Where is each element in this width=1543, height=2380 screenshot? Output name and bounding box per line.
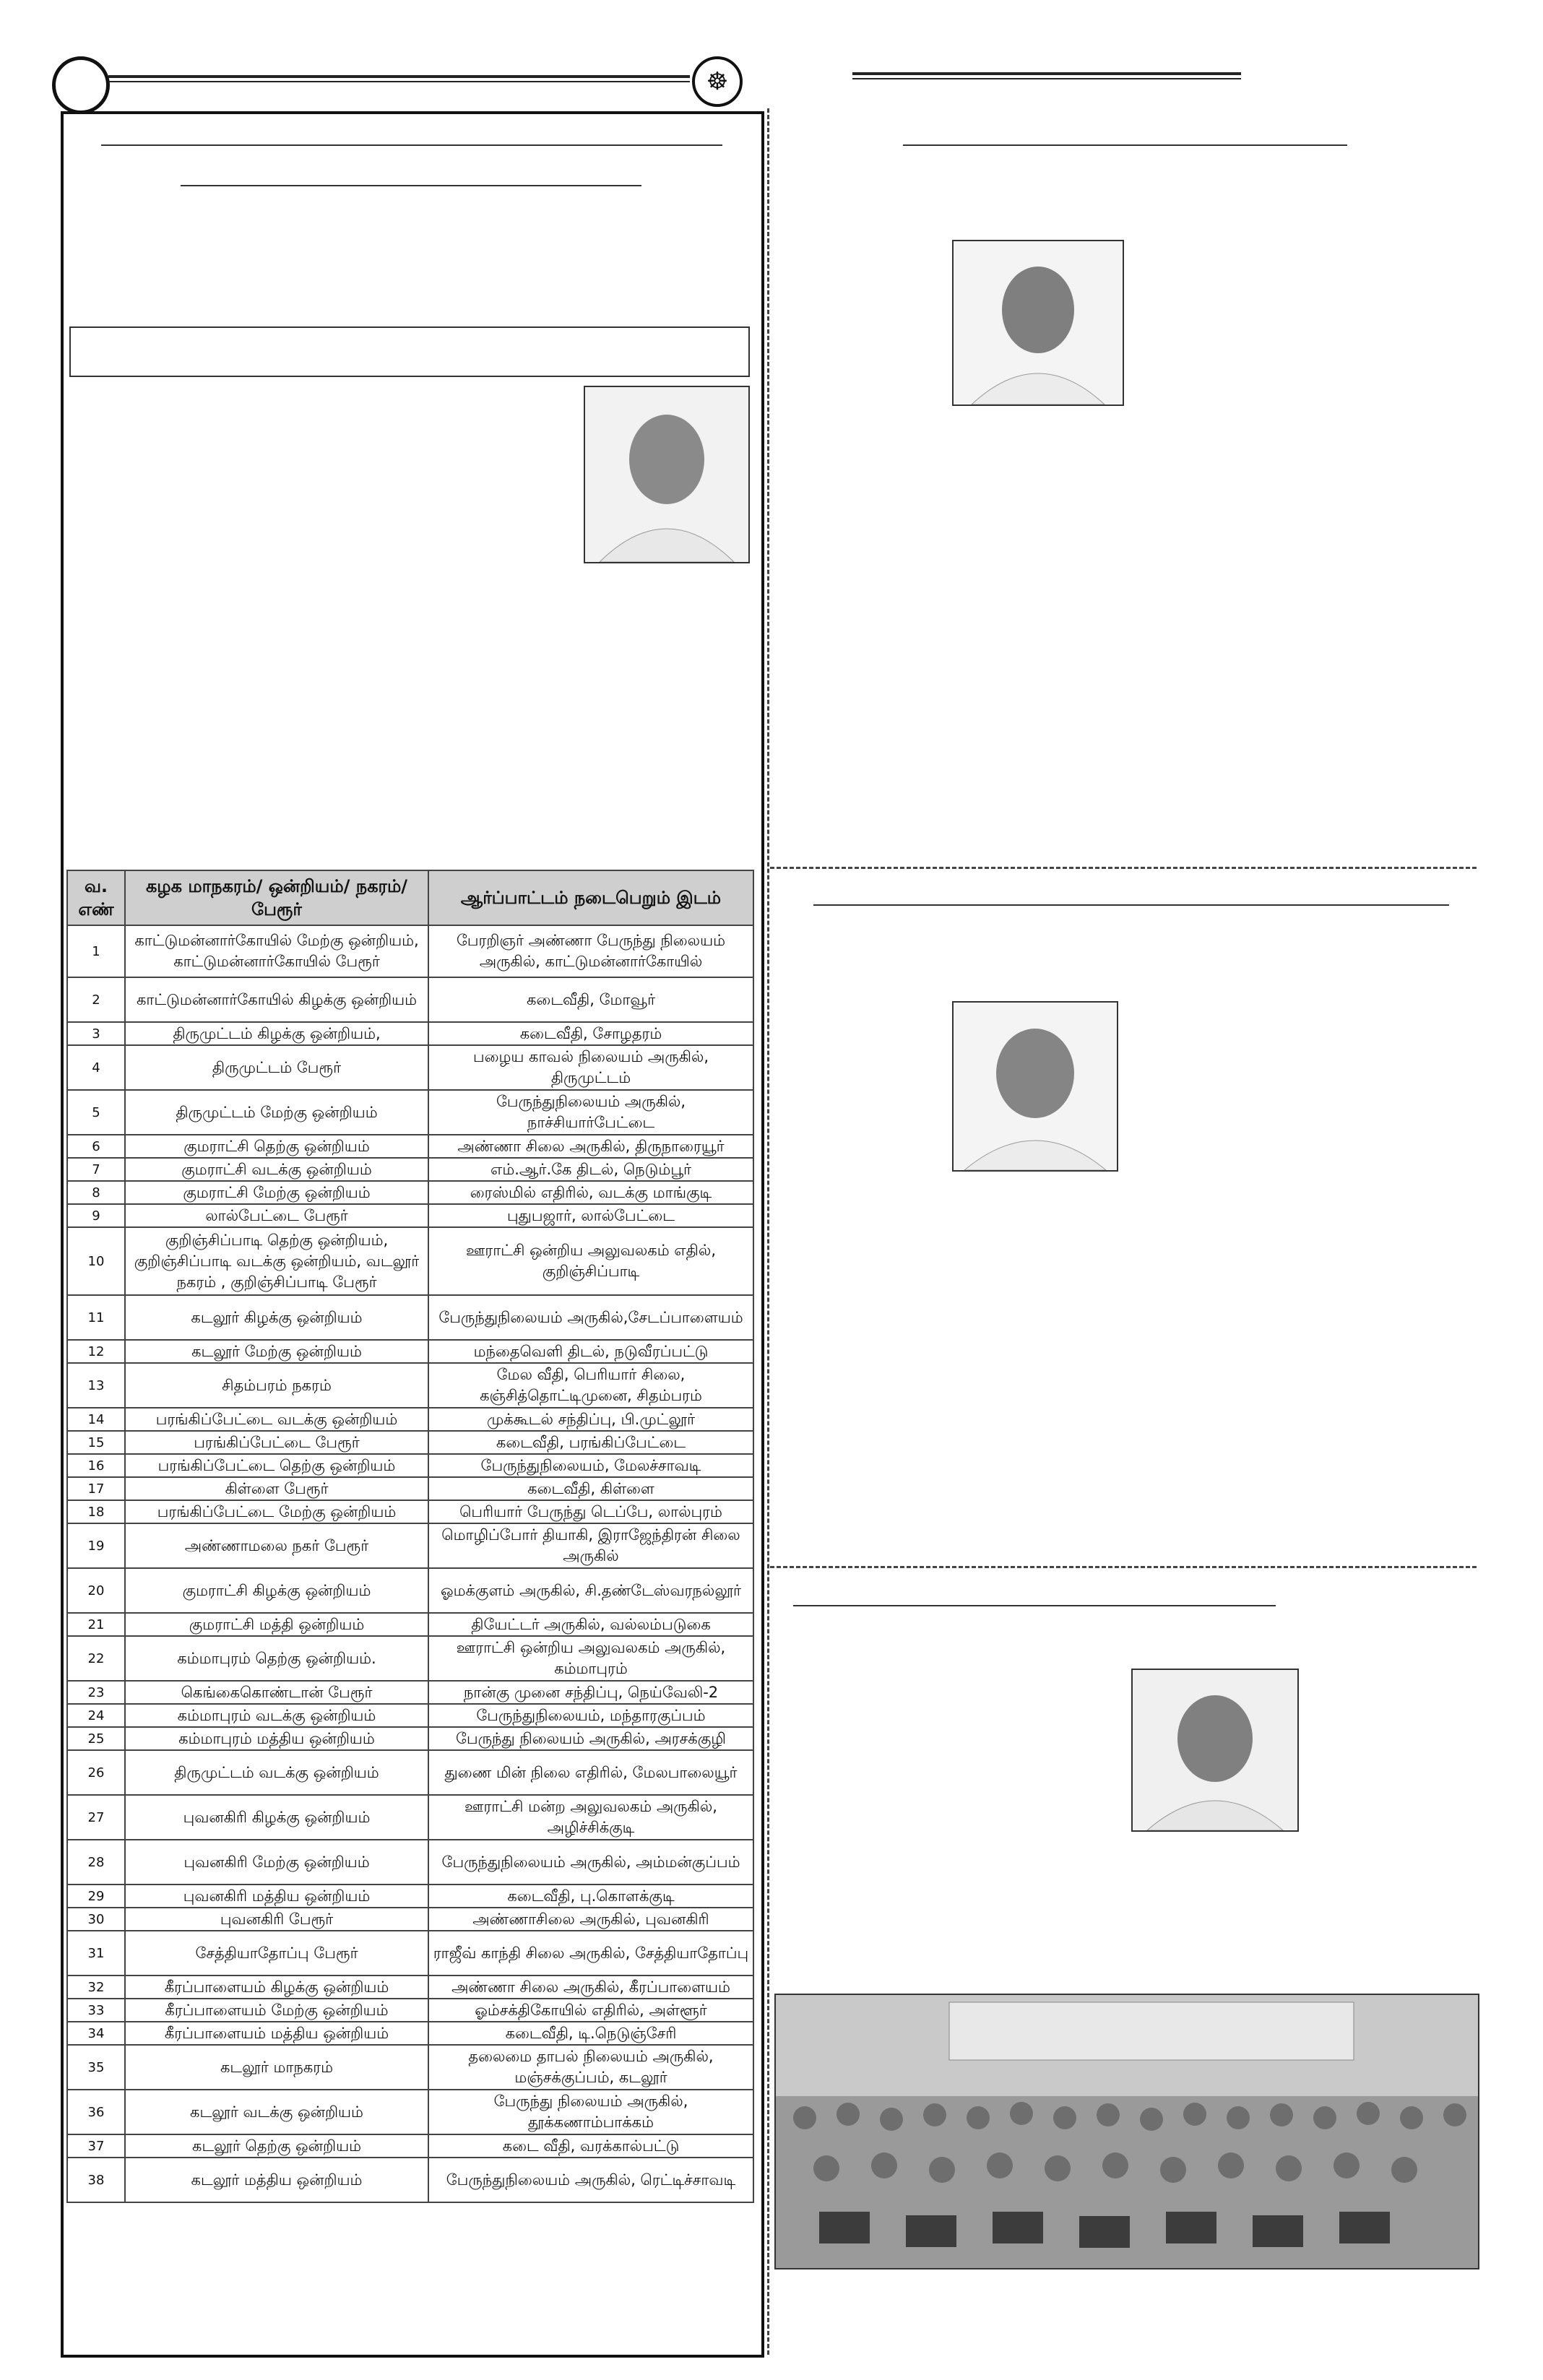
group-photo-laptop-distribution bbox=[774, 1994, 1479, 2269]
place-cell: புவனகிரி கிழக்கு ஒன்றியம் bbox=[125, 1795, 428, 1840]
table-row bbox=[67, 2134, 753, 2158]
place-cell: கெங்கைகொண்டான் பேரூர் bbox=[125, 1681, 428, 1704]
serial-number-cell: 11 bbox=[67, 1295, 125, 1340]
table-row bbox=[67, 1840, 753, 1884]
location-cell: மந்தைவெளி திடல், நடுவீரப்பட்டு bbox=[428, 1340, 753, 1363]
place-cell: கம்மாபுரம் தெற்கு ஒன்றியம். bbox=[125, 1636, 428, 1681]
place-cell: கடலூர் வடக்கு ஒன்றியம் bbox=[125, 2090, 428, 2134]
place-cell: காட்டுமன்னார்கோயில் மேற்கு ஒன்றியம், காட்டுமன்னார்கோயில் பேரூர் bbox=[125, 925, 428, 977]
table-row bbox=[67, 1681, 753, 1704]
table-row bbox=[67, 1454, 753, 1477]
table-row bbox=[67, 1523, 753, 1568]
location-cell: பேருந்துநிலையம் அருகில், அம்மன்குப்பம் bbox=[428, 1840, 753, 1884]
location-cell: கடைவீதி, மோவூர் bbox=[428, 977, 753, 1022]
serial-number-cell: 21 bbox=[67, 1613, 125, 1636]
serial-number-cell: 12 bbox=[67, 1340, 125, 1363]
location-cell: பேரறிஞர் அண்ணா பேருந்து நிலையம் அருகில், காட்டுமன்னார்கோயில் bbox=[428, 925, 753, 977]
place-cell: கடலூர் மேற்கு ஒன்றியம் bbox=[125, 1340, 428, 1363]
location-cell: நான்கு முனை சந்திப்பு, நெய்வேலி-2 bbox=[428, 1681, 753, 1704]
table-row bbox=[67, 925, 753, 977]
location-cell: துணை மின் நிலை எதிரில், மேலபாலையூர் bbox=[428, 1750, 753, 1795]
location-cell: தலைமை தாபல் நிலையம் அருகில், மஞ்சக்குப்பம், கடலூர் bbox=[428, 2045, 753, 2090]
portrait-photo-2 bbox=[952, 240, 1124, 406]
place-cell: பரங்கிப்பேட்டை வடக்கு ஒன்றியம் bbox=[125, 1408, 428, 1431]
table-row bbox=[67, 977, 753, 1022]
table-row bbox=[67, 2045, 753, 2090]
place-cell: கம்மாபுரம் வடக்கு ஒன்றியம் bbox=[125, 1704, 428, 1727]
table-row bbox=[67, 1999, 753, 2022]
serial-number-cell: 9 bbox=[67, 1204, 125, 1227]
portrait-photo-1 bbox=[584, 386, 750, 563]
table-row bbox=[67, 1431, 753, 1454]
right-headline-rule-3 bbox=[793, 1605, 1276, 1606]
place-cell: கடலூர் தெற்கு ஒன்றியம் bbox=[125, 2134, 428, 2158]
place-cell: பரங்கிப்பேட்டை தெற்கு ஒன்றியம் bbox=[125, 1454, 428, 1477]
location-cell: கடை வீதி, வரக்கால்பட்டு bbox=[428, 2134, 753, 2158]
serial-number-cell: 14 bbox=[67, 1408, 125, 1431]
serial-number-cell: 30 bbox=[67, 1908, 125, 1931]
table-row bbox=[67, 1227, 753, 1295]
location-cell: ஊராட்சி ஒன்றிய அலுவலகம் எதில், குறிஞ்சிப்பாடி bbox=[428, 1227, 753, 1295]
header-rule-thin bbox=[108, 81, 690, 82]
location-cell: புதுபஜார், லால்பேட்டை bbox=[428, 1204, 753, 1227]
serial-number-cell: 4 bbox=[67, 1045, 125, 1090]
header-location: ஆர்ப்பாட்டம் நடைபெறும் இடம் bbox=[428, 870, 753, 925]
table-row bbox=[67, 1408, 753, 1431]
table-row bbox=[67, 1613, 753, 1636]
location-cell: கடைவீதி, சோழதரம் bbox=[428, 1022, 753, 1045]
place-cell: சேத்தியாதோப்பு பேரூர் bbox=[125, 1931, 428, 1976]
header-rule bbox=[108, 75, 690, 78]
place-cell: சிதம்பரம் நகரம் bbox=[125, 1363, 428, 1408]
table-row bbox=[67, 1931, 753, 1976]
location-cell: கடைவீதி, பு.கொளக்குடி bbox=[428, 1884, 753, 1908]
headline-rule-1 bbox=[101, 144, 722, 146]
right-header-rule-thin bbox=[852, 78, 1241, 79]
location-cell: ஊராட்சி மன்ற அலுவலகம் அருகில், அழிச்சிக்குடி bbox=[428, 1795, 753, 1840]
table-row bbox=[67, 1795, 753, 1840]
table-row bbox=[67, 1568, 753, 1613]
location-cell: பேருந்து நிலையம் அருகில், அரசக்குழி bbox=[428, 1727, 753, 1750]
location-cell: பெரியார் பேருந்து டெப்பே, லால்புரம் bbox=[428, 1500, 753, 1523]
serial-number-cell: 38 bbox=[67, 2158, 125, 2202]
place-cell: கீரப்பாளையம் மத்திய ஒன்றியம் bbox=[125, 2022, 428, 2045]
serial-number-cell: 28 bbox=[67, 1840, 125, 1884]
location-cell: மேல வீதி, பெரியார் சிலை, கஞ்சித்தொட்டிமுனை, சிதம்பரம் bbox=[428, 1363, 753, 1408]
table-row bbox=[67, 1363, 753, 1408]
serial-number-cell: 35 bbox=[67, 2045, 125, 2090]
serial-number-cell: 23 bbox=[67, 1681, 125, 1704]
serial-number-cell: 15 bbox=[67, 1431, 125, 1454]
place-cell: அண்ணாமலை நகர் பேரூர் bbox=[125, 1523, 428, 1568]
location-cell: கடைவீதி, டி.நெடுஞ்சேரி bbox=[428, 2022, 753, 2045]
table-row bbox=[67, 1181, 753, 1204]
serial-number-cell: 10 bbox=[67, 1227, 125, 1295]
place-cell: கடலூர் மத்திய ஒன்றியம் bbox=[125, 2158, 428, 2202]
table-row bbox=[67, 1090, 753, 1135]
location-cell: ராஜீவ் காந்தி சிலை அருகில், சேத்தியாதோப்பு bbox=[428, 1931, 753, 1976]
location-cell: எம்.ஆர்.கே திடல், நெடும்பூர் bbox=[428, 1158, 753, 1181]
place-cell: கீரப்பாளையம் மேற்கு ஒன்றியம் bbox=[125, 1999, 428, 2022]
headline-rule-2 bbox=[181, 185, 641, 186]
place-cell: திருமுட்டம் மேற்கு ஒன்றியம் bbox=[125, 1090, 428, 1135]
place-cell: குமராட்சி மேற்கு ஒன்றியம் bbox=[125, 1181, 428, 1204]
table-row bbox=[67, 1045, 753, 1090]
serial-number-cell: 13 bbox=[67, 1363, 125, 1408]
place-cell: குமராட்சி வடக்கு ஒன்றியம் bbox=[125, 1158, 428, 1181]
place-cell: பரங்கிப்பேட்டை மேற்கு ஒன்றியம் bbox=[125, 1500, 428, 1523]
table-row bbox=[67, 1884, 753, 1908]
table-row bbox=[67, 1135, 753, 1158]
location-cell: மொழிப்போர் தியாகி, இராஜேந்திரன் சிலை அருகில் bbox=[428, 1523, 753, 1568]
location-cell: கடைவீதி, பரங்கிப்பேட்டை bbox=[428, 1431, 753, 1454]
serial-number-cell: 6 bbox=[67, 1135, 125, 1158]
table-row bbox=[67, 2022, 753, 2045]
page-number-circle bbox=[52, 56, 110, 114]
subheading-box bbox=[69, 326, 750, 377]
serial-number-cell: 19 bbox=[67, 1523, 125, 1568]
place-cell: புவனகிரி மத்திய ஒன்றியம் bbox=[125, 1884, 428, 1908]
serial-number-cell: 26 bbox=[67, 1750, 125, 1795]
place-cell: திருமுட்டம் வடக்கு ஒன்றியம் bbox=[125, 1750, 428, 1795]
right-headline-rule-2 bbox=[813, 904, 1449, 906]
location-cell: அண்ணா சிலை அருகில், கீரப்பாளையம் bbox=[428, 1976, 753, 1999]
location-cell: அண்ணாசிலை அருகில், புவனகிரி bbox=[428, 1908, 753, 1931]
table-row bbox=[67, 1204, 753, 1227]
table-row bbox=[67, 1750, 753, 1795]
serial-number-cell: 17 bbox=[67, 1477, 125, 1500]
location-cell: பழைய காவல் நிலையம் அருகில், திருமுட்டம் bbox=[428, 1045, 753, 1090]
location-cell: பேருந்து நிலையம் அருகில், தூக்கணாம்பாக்கம் bbox=[428, 2090, 753, 2134]
place-cell: குமராட்சி தெற்கு ஒன்றியம் bbox=[125, 1135, 428, 1158]
serial-number-cell: 22 bbox=[67, 1636, 125, 1681]
section-divider-2 bbox=[770, 1566, 1477, 1568]
table-row bbox=[67, 1477, 753, 1500]
location-cell: முக்கூடல் சந்திப்பு, பி.முட்லூர் bbox=[428, 1408, 753, 1431]
table-row bbox=[67, 1727, 753, 1750]
place-cell: புவனகிரி பேரூர் bbox=[125, 1908, 428, 1931]
table-row bbox=[67, 1022, 753, 1045]
portrait-photo-4 bbox=[1131, 1669, 1299, 1832]
serial-number-cell: 18 bbox=[67, 1500, 125, 1523]
place-cell: திருமுட்டம் பேரூர் bbox=[125, 1045, 428, 1090]
header-place: கழக மாநகரம்/ ஒன்றியம்/ நகரம்/ பேரூர் bbox=[125, 870, 428, 925]
place-cell: கீரப்பாளையம் கிழக்கு ஒன்றியம் bbox=[125, 1976, 428, 1999]
serial-number-cell: 20 bbox=[67, 1568, 125, 1613]
right-headline-rule-1 bbox=[903, 144, 1347, 146]
serial-number-cell: 1 bbox=[67, 925, 125, 977]
table-row bbox=[67, 1500, 753, 1523]
right-header-rule bbox=[852, 72, 1241, 75]
serial-number-cell: 3 bbox=[67, 1022, 125, 1045]
location-cell: பேருந்துநிலையம், மந்தாரகுப்பம் bbox=[428, 1704, 753, 1727]
serial-number-cell: 34 bbox=[67, 2022, 125, 2045]
serial-number-cell: 31 bbox=[67, 1931, 125, 1976]
column-divider bbox=[767, 108, 769, 2355]
place-cell: குமராட்சி கிழக்கு ஒன்றியம் bbox=[125, 1568, 428, 1613]
location-cell: பேருந்துநிலையம் அருகில், ரெட்டிச்சாவடி bbox=[428, 2158, 753, 2202]
serial-number-cell: 37 bbox=[67, 2134, 125, 2158]
serial-number-cell: 2 bbox=[67, 977, 125, 1022]
table-row bbox=[67, 2090, 753, 2134]
table-row bbox=[67, 1340, 753, 1363]
serial-number-cell: 5 bbox=[67, 1090, 125, 1135]
place-cell: லால்பேட்டை பேரூர் bbox=[125, 1204, 428, 1227]
place-cell: காட்டுமன்னார்கோயில் கிழக்கு ஒன்றியம் bbox=[125, 977, 428, 1022]
serial-number-cell: 16 bbox=[67, 1454, 125, 1477]
place-cell: பரங்கிப்பேட்டை பேரூர் bbox=[125, 1431, 428, 1454]
location-cell: பேருந்துநிலையம், மேலச்சாவடி bbox=[428, 1454, 753, 1477]
table-row bbox=[67, 1158, 753, 1181]
location-cell: கடைவீதி, கிள்ளை bbox=[428, 1477, 753, 1500]
location-cell: பேருந்துநிலையம் அருகில், நாச்சியார்பேட்டை bbox=[428, 1090, 753, 1135]
serial-number-cell: 8 bbox=[67, 1181, 125, 1204]
table-row bbox=[67, 1908, 753, 1931]
serial-number-cell: 36 bbox=[67, 2090, 125, 2134]
serial-number-cell: 29 bbox=[67, 1884, 125, 1908]
location-cell: ஓம்சக்திகோயில் எதிரில், அள்ளூர் bbox=[428, 1999, 753, 2022]
serial-number-cell: 25 bbox=[67, 1727, 125, 1750]
portrait-photo-3 bbox=[952, 1001, 1118, 1172]
place-cell: புவனகிரி மேற்கு ஒன்றியம் bbox=[125, 1840, 428, 1884]
header-serial-number: வ. எண் bbox=[67, 870, 125, 925]
place-cell: குறிஞ்சிப்பாடி தெற்கு ஒன்றியம், குறிஞ்சிப்பாடி வடக்கு ஒன்றியம், வடலூர் நகரம் , குறிஞ்சிப்பாடி பேரூர் bbox=[125, 1227, 428, 1295]
masthead-logo-icon: ☸ bbox=[692, 56, 743, 107]
serial-number-cell: 7 bbox=[67, 1158, 125, 1181]
place-cell: கம்மாபுரம் மத்திய ஒன்றியம் bbox=[125, 1727, 428, 1750]
location-cell: ஓமக்குளம் அருகில், சி.தண்டேஸ்வரநல்லூர் bbox=[428, 1568, 753, 1613]
table-row bbox=[67, 1704, 753, 1727]
place-cell: திருமுட்டம் கிழக்கு ஒன்றியம், bbox=[125, 1022, 428, 1045]
serial-number-cell: 27 bbox=[67, 1795, 125, 1840]
section-divider-1 bbox=[770, 867, 1477, 869]
protest-locations-table bbox=[66, 870, 754, 2203]
place-cell: கிள்ளை பேரூர் bbox=[125, 1477, 428, 1500]
place-cell: கடலூர் கிழக்கு ஒன்றியம் bbox=[125, 1295, 428, 1340]
table-row bbox=[67, 1295, 753, 1340]
serial-number-cell: 33 bbox=[67, 1999, 125, 2022]
table-row bbox=[67, 1636, 753, 1681]
serial-number-cell: 24 bbox=[67, 1704, 125, 1727]
place-cell: கடலூர் மாநகரம் bbox=[125, 2045, 428, 2090]
location-cell: அண்ணா சிலை அருகில், திருநாரையூர் bbox=[428, 1135, 753, 1158]
location-cell: ஊராட்சி ஒன்றிய அலுவலகம் அருகில், கம்மாபுரம் bbox=[428, 1636, 753, 1681]
table-row bbox=[67, 1976, 753, 1999]
location-cell: பேருந்துநிலையம் அருகில்,சேடப்பாளையம் bbox=[428, 1295, 753, 1340]
table-row bbox=[67, 2158, 753, 2202]
location-cell: தியேட்டர் அருகில், வல்லம்படுகை bbox=[428, 1613, 753, 1636]
place-cell: குமராட்சி மத்தி ஒன்றியம் bbox=[125, 1613, 428, 1636]
location-cell: ரைஸ்மில் எதிரில், வடக்கு மாங்குடி bbox=[428, 1181, 753, 1204]
serial-number-cell: 32 bbox=[67, 1976, 125, 1999]
